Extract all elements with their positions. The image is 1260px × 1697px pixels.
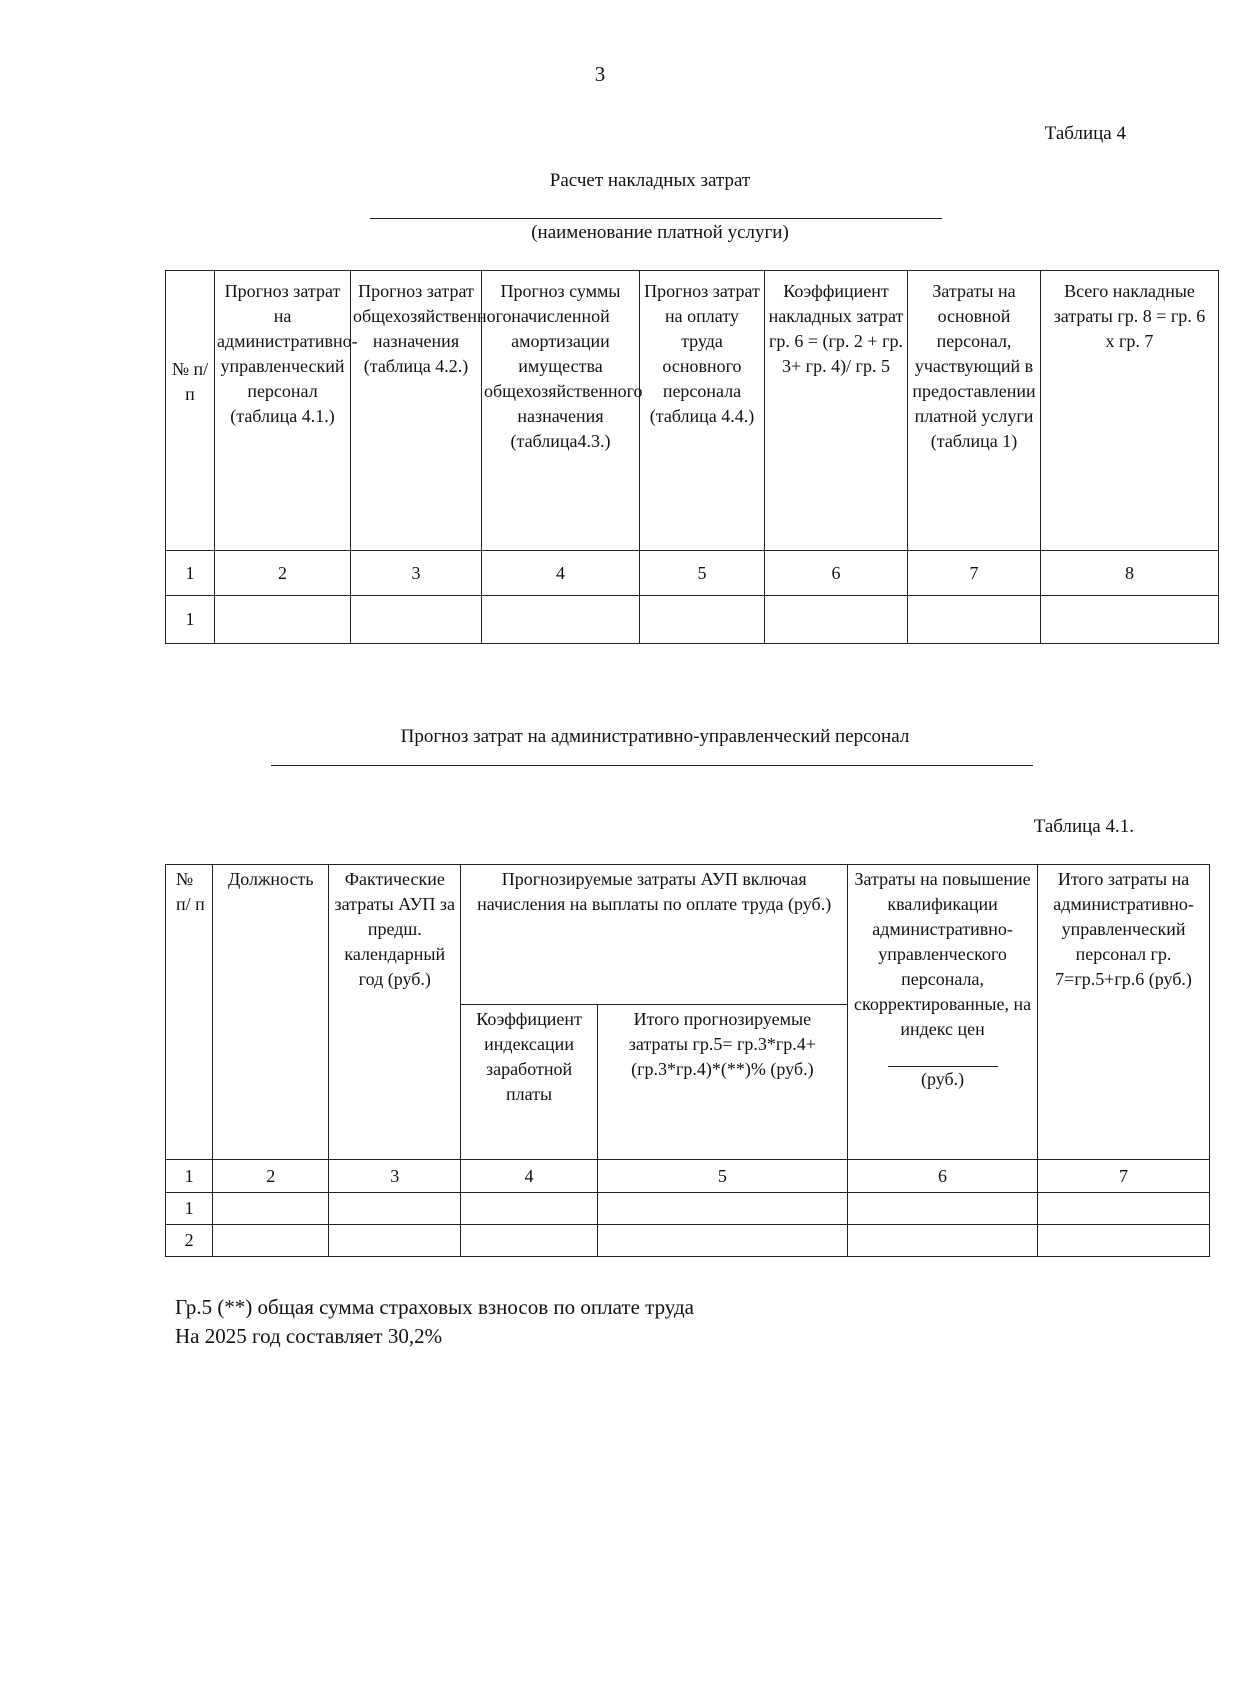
table41-colnum-2: 2 xyxy=(213,1160,329,1193)
table4-colnum-2: 2 xyxy=(215,551,351,596)
table4-header-2: Прогноз затрат на административно-управленческий персонал (таблица 4.1.) xyxy=(215,271,351,551)
table41-header-actual: Фактические затраты АУП за предш. календарный год (руб.) xyxy=(329,865,461,1160)
table41-cell xyxy=(1038,1225,1210,1257)
table41-label: Таблица 4.1. xyxy=(1033,816,1134,837)
table4-header-7: Затраты на основной персонал, участвующий в предоставлении платной услуги (таблица 1) xyxy=(908,271,1041,551)
table41-cell xyxy=(329,1225,461,1257)
table41-header-forecast-group: Прогнозируемые затраты АУП включая начисления на выплаты по оплате труда (руб.) xyxy=(461,865,848,1005)
table41-colnum-4: 4 xyxy=(461,1160,597,1193)
table41-colnum-3: 3 xyxy=(329,1160,461,1193)
table4-cell xyxy=(215,596,351,644)
table41 xyxy=(165,864,1210,1257)
price-index-line xyxy=(888,1050,998,1067)
table41-cell xyxy=(329,1193,461,1225)
page-number: 3 xyxy=(594,62,606,86)
table41-colnum-6: 6 xyxy=(848,1160,1038,1193)
table41-cell xyxy=(597,1193,847,1225)
table41-cell xyxy=(213,1225,329,1257)
table4 xyxy=(165,270,1219,644)
table41-header-training-text: Затраты на повышение квалификации административно-управленческого персонала, скорректированные, на индекс цен xyxy=(854,869,1032,1039)
table41-colnum-1: 1 xyxy=(166,1160,213,1193)
table4-cell xyxy=(1041,596,1219,644)
table41-header-training xyxy=(848,865,1038,1160)
table41-header-training-unit: (руб.) xyxy=(920,1069,965,1089)
footnote-line-2: На 2025 год составляет 30,2% xyxy=(175,1324,443,1348)
table4-header-6: Коэффициент накладных затрат гр. 6 = (гр. 2 + гр. 3+ гр. 4)/ гр. 5 xyxy=(765,271,908,551)
table4-header-5: Прогноз затрат на оплату труда основного персонала (таблица 4.4.) xyxy=(640,271,765,551)
table41-cell xyxy=(461,1193,597,1225)
table4-colnum-6: 6 xyxy=(765,551,908,596)
table4-label: Таблица 4 xyxy=(1044,123,1126,144)
table4-header-8: Всего накладные затраты гр. 8 = гр. 6 х гр. 7 xyxy=(1041,271,1219,551)
table41-number-row xyxy=(166,1160,1210,1193)
table41-header-total: Итого затраты на административно-управленческий персонал гр. 7=гр.5+гр.6 (руб.) xyxy=(1038,865,1210,1160)
table41-header-coef: Коэффициент индексации заработной платы xyxy=(461,1005,597,1160)
table4-header-1: № п/п xyxy=(166,271,215,551)
table4-subtitle: (наименование платной услуги) xyxy=(531,222,789,243)
table4-cell: 1 xyxy=(166,596,215,644)
table41-cell xyxy=(597,1225,847,1257)
table4-cell xyxy=(640,596,765,644)
table41-cell xyxy=(461,1225,597,1257)
table41-cell: 1 xyxy=(166,1193,213,1225)
table4-colnum-3: 3 xyxy=(351,551,482,596)
table41-cell: 2 xyxy=(166,1225,213,1257)
table4-cell xyxy=(765,596,908,644)
table41-cell xyxy=(1038,1193,1210,1225)
table41-colnum-5: 5 xyxy=(597,1160,847,1193)
table4-cell xyxy=(351,596,482,644)
table-row xyxy=(166,596,1219,644)
table-row xyxy=(166,1225,1210,1257)
table4-colnum-1: 1 xyxy=(166,551,215,596)
table41-colnum-7: 7 xyxy=(1038,1160,1210,1193)
footnote-line-1: Гр.5 (**) общая сумма страховых взносов по оплате труда xyxy=(175,1295,694,1319)
service-name-line xyxy=(370,218,942,219)
table41-header-num: № п/ п xyxy=(166,865,213,1160)
table-row xyxy=(166,1193,1210,1225)
table41-heading-line xyxy=(271,765,1033,766)
table4-colnum-7: 7 xyxy=(908,551,1041,596)
table41-header-row-1 xyxy=(166,865,1210,1005)
table41-header-total-forecast: Итого прогнозируемые затраты гр.5= гр.3*гр.4+(гр.3*гр.4)*(**)% (руб.) xyxy=(597,1005,847,1160)
table4-header-row xyxy=(166,271,1219,551)
footnote xyxy=(175,1293,694,1351)
table4-colnum-5: 5 xyxy=(640,551,765,596)
table4-header-3: Прогноз затрат общехозяйственного назначения (таблица 4.2.) xyxy=(351,271,482,551)
table4-title: Расчет накладных затрат xyxy=(549,170,751,191)
table41-header-position: Должность xyxy=(213,865,329,1160)
table41-cell xyxy=(213,1193,329,1225)
table41-cell xyxy=(848,1225,1038,1257)
table4-header-4: Прогноз суммы начисленной амортизации имущества общехозяйственного назначения (таблица4.3.) xyxy=(482,271,640,551)
table4-colnum-4: 4 xyxy=(482,551,640,596)
table4-cell xyxy=(908,596,1041,644)
table41-cell xyxy=(848,1193,1038,1225)
table41-heading: Прогноз затрат на административно-управленческий персонал xyxy=(400,726,910,747)
table4-cell xyxy=(482,596,640,644)
table4-colnum-8: 8 xyxy=(1041,551,1219,596)
table4-number-row xyxy=(166,551,1219,596)
